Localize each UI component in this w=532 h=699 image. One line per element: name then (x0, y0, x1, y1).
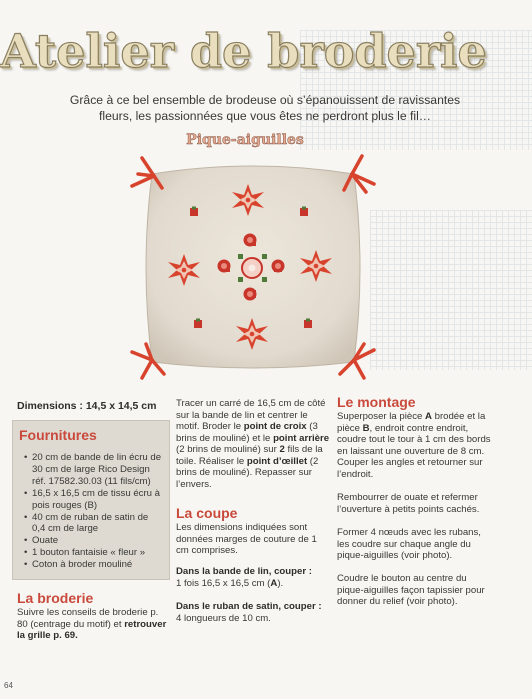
supplies-heading: Fournitures (19, 427, 97, 443)
coupe-text: Les dimensions indiquées sont données marges de couture de 1 cm comprises. (176, 522, 317, 556)
broderie-heading: La broderie (17, 590, 94, 606)
montage-paragraph-1: Superposer la pièce A brodée et la pièce B, endroit contre endroit, coudre tout le tour à 1 cm des bords en laissant une ouverture de 8 cm. Couper les angles et retourner sur l’endroit. (337, 411, 491, 480)
montage-heading: Le montage (337, 394, 416, 410)
list-item: • Coton à broder mouliné (24, 559, 164, 571)
page-title: Atelier de broderie (0, 24, 487, 78)
pincushion-illustration (128, 152, 378, 382)
montage-paragraph-3: Former 4 nœuds avec les rubans, les coudre sur chaque angle du pique-aiguilles (voir photo). (337, 527, 481, 561)
background-grid-right (370, 210, 532, 370)
list-item: • 20 cm de bande de lin écru de 30 cm de large Rico Design réf. 17582.30.03 (11 fils/cm) (24, 452, 164, 488)
middle-paragraph: Tracer un carré de 16,5 cm de côté sur la bande de lin et centrer le motif. Broder le point de croix (3 brins de mouliné) et le point arrière (2 brins de mouliné) sur 2 fils de la toile. Réaliser le point d’œillet (2 brins de mouliné). Repasser sur l’envers. (176, 398, 330, 490)
coupe-heading: La coupe (176, 505, 238, 521)
bande-instructions: Dans la bande de lin, couper : 1 fois 16,5 x 16,5 cm (A). (176, 566, 312, 589)
flower-button (242, 258, 262, 278)
list-item: • 16,5 x 16,5 cm de tissu écru à pois rouges (B) (24, 488, 164, 512)
montage-paragraph-4: Coudre le bouton au centre du pique-aiguilles façon tapissier pour donner du relief (voir photo). (337, 573, 485, 607)
list-item: • 1 bouton fantaisie « fleur » (24, 547, 164, 559)
ruban-instructions: Dans le ruban de satin, couper : 4 longueurs de 10 cm. (176, 601, 322, 624)
page-number: 64 (4, 681, 13, 690)
intro-text: Grâce à ce bel ensemble de brodeuse où s’épanouissent de ravissantes fleurs, les passionnées que vous êtes ne perdront plus le fil… (69, 93, 461, 123)
list-item: • 40 cm de ruban de satin de 0,4 cm de large (24, 512, 164, 536)
broderie-text: Suivre les conseils de broderie p. 80 (centrage du motif) et retrouver la grille p. 69. (17, 607, 167, 641)
section-subtitle: Pique-aiguilles (186, 132, 304, 148)
supplies-list (24, 452, 164, 571)
pincushion-photo (128, 152, 378, 382)
dimensions-label: Dimensions : 14,5 x 14,5 cm (17, 400, 157, 412)
list-item: • Ouate (24, 535, 164, 547)
montage-paragraph-2: Rembourrer de ouate et refermer l’ouverture à petits points cachés. (337, 492, 480, 515)
